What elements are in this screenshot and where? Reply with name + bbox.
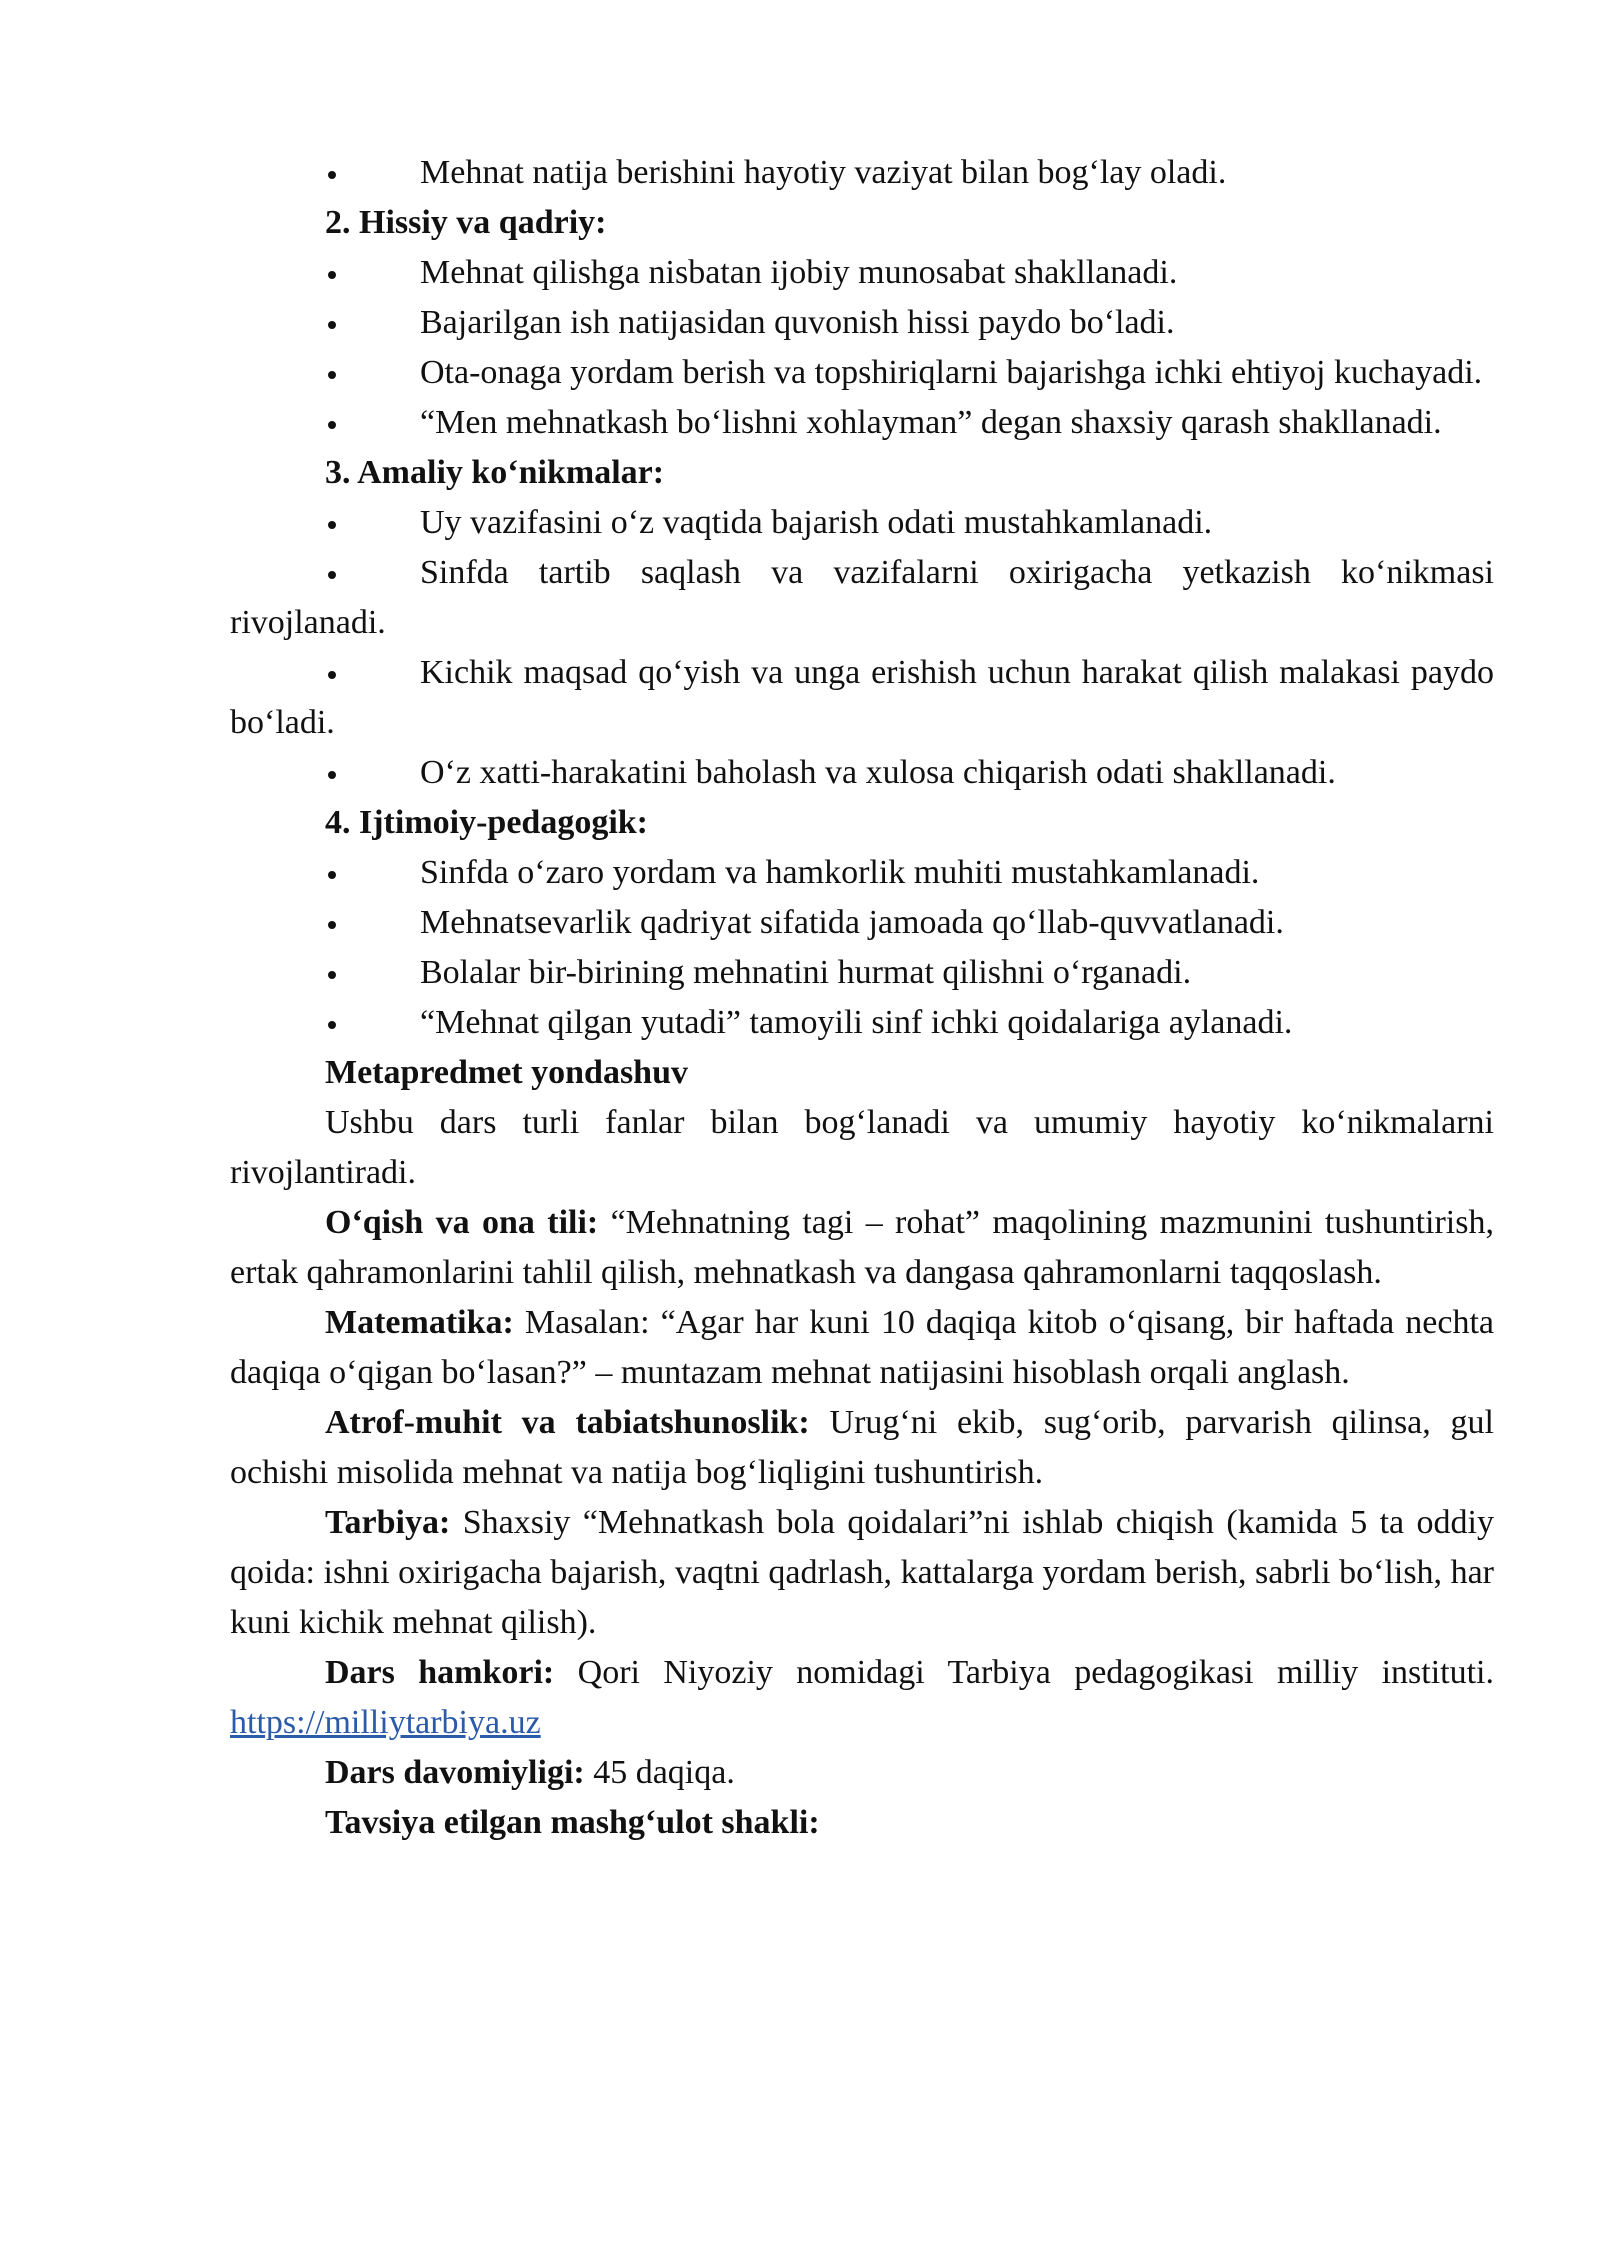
bullet-icon [328, 771, 336, 779]
list-item: Bolalar bir-birining mehnatini hurmat qilishni o‘rganadi. [230, 948, 1494, 998]
list-item: Mehnat natija berishini hayotiy vaziyat bilan bog‘lay oladi. [230, 148, 1494, 198]
paragraph-reading: O‘qish va ona tili: “Mehnatning tagi – rohat” maqolining mazmunini tushuntirish, ertak qahramonlarini tahlil qilish, mehnatkash va dangasa qahramonlarni taqqoslash. [230, 1204, 1494, 1291]
section-heading-social: 4. Ijtimoiy-pedagogik: [325, 804, 648, 841]
bullet-icon [328, 421, 336, 429]
bullet-icon [328, 371, 336, 379]
section-heading-emotional: 2. Hissiy va qadriy: [325, 204, 607, 241]
paragraph-partner: Dars hamkori: Qori Niyoziy nomidagi Tarbiya pedagogikasi milliy instituti. https://milliytarbiya.uz [230, 1654, 1494, 1741]
list-item: Mehnat qilishga nisbatan ijobiy munosabat shakllanadi. [230, 248, 1494, 298]
label-reading: O‘qish va ona tili: [325, 1204, 599, 1241]
label-recommended-form: Tavsiya etilgan mashg‘ulot shakli: [325, 1804, 820, 1841]
label-duration: Dars davomiyligi: [325, 1754, 585, 1791]
document-content [230, 148, 1494, 1848]
list-item: Mehnatsevarlik qadriyat sifatida jamoada qo‘llab-quvvatlanadi. [230, 898, 1494, 948]
bullet-icon [328, 171, 336, 179]
section-heading-practical: 3. Amaliy ko‘nikmalar: [325, 454, 665, 491]
bullet-icon [328, 271, 336, 279]
list-item: “Men mehnatkash bo‘lishni xohlayman” degan shaxsiy qarash shakllanadi. [230, 398, 1494, 448]
list-item: Bajarilgan ish natijasidan quvonish hissi paydo bo‘ladi. [230, 298, 1494, 348]
list-item: Sinfda o‘zaro yordam va hamkorlik muhiti mustahkamlanadi. [230, 848, 1494, 898]
bullet-icon [328, 871, 336, 879]
partner-link[interactable]: https://milliytarbiya.uz [230, 1704, 541, 1741]
bullet-icon [328, 1021, 336, 1029]
label-partner: Dars hamkori: [325, 1654, 555, 1691]
bullet-icon [328, 321, 336, 329]
bullet-icon [328, 671, 336, 679]
paragraph-duration: Dars davomiyligi: 45 daqiqa. [325, 1754, 735, 1791]
list-item: “Mehnat qilgan yutadi” tamoyili sinf ichki qoidalariga aylanadi. [230, 998, 1494, 1048]
label-nature: Atrof-muhit va tabiatshunoslik: [325, 1404, 810, 1441]
list-item: Ota-onaga yordam berish va topshiriqlarni bajarishga ichki ehtiyoj kuchayadi. [230, 348, 1494, 398]
bullet-icon [328, 921, 336, 929]
section-heading-metapredmet: Metapredmet yondashuv [325, 1054, 688, 1091]
paragraph-recommended-form [230, 1798, 1494, 1848]
bullet-icon [328, 971, 336, 979]
metapredmet-intro: Ushbu dars turli fanlar bilan bog‘lanadi va umumiy hayotiy ko‘nikmalarni rivojlantiradi. [230, 1104, 1494, 1191]
list-item: Uy vazifasini o‘z vaqtida bajarish odati mustahkamlanadi. [230, 498, 1494, 548]
bullet-icon [328, 571, 336, 579]
paragraph-math: Matematika: Masalan: “Agar har kuni 10 daqiqa kitob o‘qisang, bir haftada nechta daqiqa o‘qigan bo‘lasan?” – muntazam mehnat natijasini hisoblash orqali anglash. [230, 1304, 1494, 1391]
label-upbringing: Tarbiya: [325, 1504, 451, 1541]
label-math: Matematika: [325, 1304, 514, 1341]
list-item: Sinfda tartib saqlash va vazifalarni oxirigacha yetkazish ko‘nikmasi rivojlanadi. [230, 554, 1494, 641]
list-item: O‘z xatti-harakatini baholash va xulosa chiqarish odati shakllanadi. [230, 748, 1494, 798]
list-item: Kichik maqsad qo‘yish va unga erishish uchun harakat qilish malakasi paydo bo‘ladi. [230, 654, 1494, 741]
paragraph-upbringing: Tarbiya: Shaxsiy “Mehnatkash bola qoidalari”ni ishlab chiqish (kamida 5 ta oddiy qoida: ishni oxirigacha bajarish, vaqtni qadrlash, kattalarga yordam berish, sabrli bo‘lish, har kuni kichik mehnat qilish). [230, 1504, 1494, 1641]
bullet-icon [328, 521, 336, 529]
paragraph-nature: Atrof-muhit va tabiatshunoslik: Urug‘ni ekib, sug‘orib, parvarish qilinsa, gul ochishi misolida mehnat va natija bog‘liqligini tushuntirish. [230, 1404, 1494, 1491]
